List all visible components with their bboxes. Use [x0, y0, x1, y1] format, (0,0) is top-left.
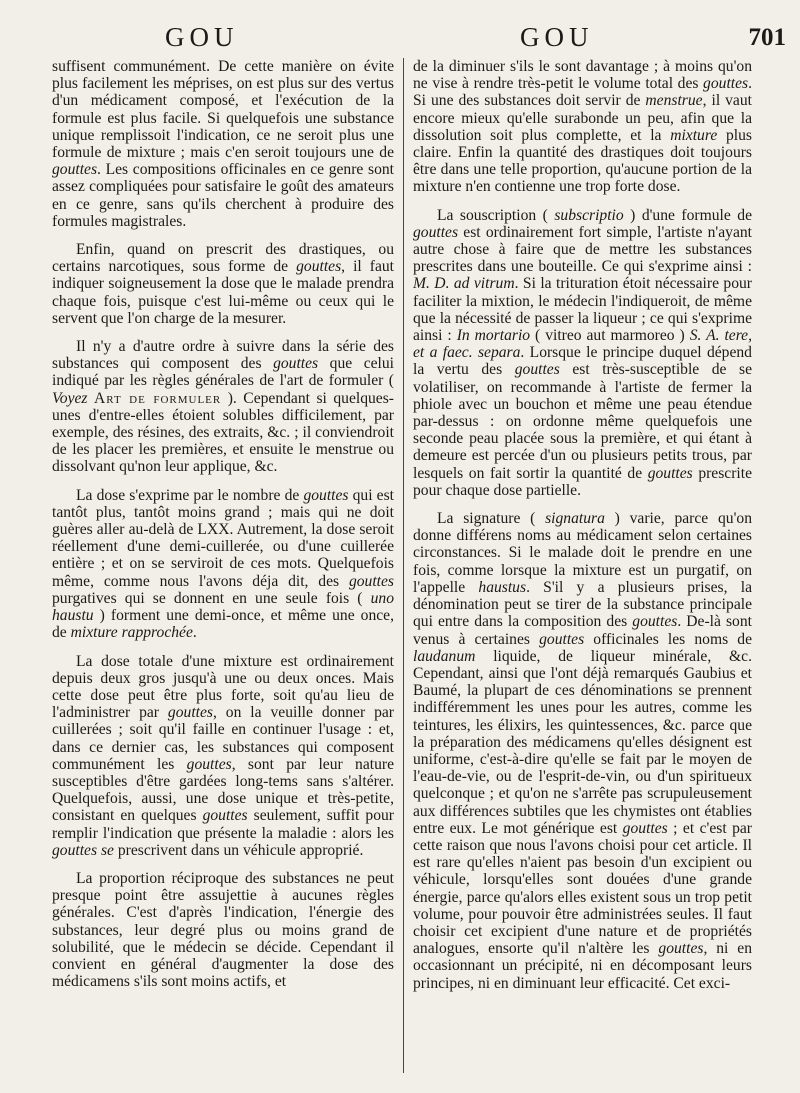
- text-run: La dose s'exprime par le nombre de: [76, 486, 304, 504]
- paragraph: [52, 870, 394, 990]
- text-run: seulement, suffit pour remplir l'indication que présente la maladie : alors les: [52, 807, 394, 842]
- paragraph: [52, 653, 394, 859]
- text-run: Art de formuler: [94, 389, 222, 407]
- italic-run: mixture: [670, 126, 718, 144]
- text-run: ) forment une demi-once, et même une once, de: [52, 607, 394, 642]
- italic-run: laudanum: [413, 647, 476, 665]
- text-run: La proportion réciproque des substances ne peut presque point être assujettie à aucunes règles générales. C'est d'après l'indication, l'énergie des substances, leur degré plus ou moins grand de solubilité, que le médecin se décide. Cependant il convient en général d'augmenter la dose des médicamens s'ils sont moins actifs, et: [52, 869, 394, 991]
- text-run: . Si la trituration étoit nécessaire pour faciliter la mixtion, le médecin l'indiqueroit, de même que la nécessité de passer la liqueur ; ce qui s'exprime ainsi :: [413, 275, 752, 345]
- text-run: , sont par leur nature susceptibles d'être gardées long-tems sans s'altérer. Quelquefois, aussi, une dose unique et très-petite, consistant en quelques: [52, 755, 394, 825]
- italic-run: gouttes: [647, 464, 693, 482]
- italic-run: gouttes: [52, 161, 98, 179]
- italic-run: Voyez: [52, 389, 88, 407]
- text-run: La dose totale d'une mixture est ordinairement depuis deux gros jusqu'à une ou deux onces. Mais cette dose peut être plus forte, soit qu'au lieu de l'administrer par: [52, 652, 394, 722]
- column-divider: [403, 58, 404, 1073]
- italic-run: se: [100, 841, 114, 859]
- italic-run: S. A. tere, et a faec. separa: [413, 327, 752, 362]
- italic-run: gouttes: [52, 841, 98, 859]
- text-run: . S'il y a plusieurs prises, la dénomination peut se tirer de la substance principale qui entre dans la composition des: [413, 578, 752, 631]
- text-run: est très-susceptible de se volatiliser, on recommande à l'artiste de fermer la phiole avec un bouchon et même une peau étendue par-dessus : on ordonne même quelquefois une seconde peau placée sous la première, et qui étant à demeure est percée d'un ou plusieurs petits trous, par lesquels on fait sortir la quantité de: [413, 361, 752, 482]
- italic-run: gouttes: [303, 486, 349, 504]
- text-run: La souscription (: [437, 206, 555, 224]
- paragraph: [52, 58, 394, 230]
- text-column-right: [413, 58, 752, 1081]
- italic-run: uno haustu: [52, 589, 394, 625]
- italic-run: subscriptio: [554, 206, 624, 224]
- italic-run: gouttes: [348, 572, 394, 590]
- text-run: ). Cependant si quelques-unes d'entre-elles étoient solubles difficilement, par exemple, des résines, des extraits, &c. ; il conviendroit de les placer les premières, et ensuite le menstrue ou dissolvant qu'non leur applique, &c.: [52, 389, 394, 476]
- text-run: ) d'une formule de: [623, 206, 752, 224]
- text-run: , il vaut encore mieux qu'elle surabonde un peu, afin que la dissolution soit plus complette, et la: [413, 92, 752, 144]
- text-run: qui est tantôt plus, tantôt moins grand ; mais qui ne doit guères aller au-delà de LXX. Autrement, la dose seroit réellement d'une demi-cuillerée, ou d'une cuillerée entière ; et on se serviroit de ces mots. Quelquefois même, comme nous l'avons déja dit, des: [52, 486, 394, 590]
- text-run: liquide, de liqueur minérale, &c. Cependant, ainsi que l'ont déjà remarqués Gaubius et Baumé, la plupart de ces dénominations se prennent indifféremment les unes pour les autres, comme les teintures, les élixirs, les quintessences, &c. parce que la préparation des médicamens qu'elles désignent est uniforme, c'est-à-dire qu'elle se fait par le moyen de l'eau-de-vie, ou de l'esprit-de-vin, ou d'un spiritueux quelconque ; et qu'on ne s'arrête pas scrupuleusement aux différences subtiles que les chymistes ont établies entre eux. Le mot générique est: [413, 647, 752, 837]
- text-run: La signature (: [437, 510, 546, 528]
- text-run: . Les compositions officinales en ce genre sont assez compliquées pour satisfaire le goût des amateurs en ce genre, sans qu'ils cherchent à produire des formules magistrales.: [52, 161, 394, 230]
- text-run: , il faut indiquer soigneusement la dose que le malade prendra chaque fois, puisque c'est lui-même ou ceux qui le servent que l'on charge de la mesurer.: [52, 258, 394, 327]
- italic-run: mixture rapprochée: [70, 624, 193, 642]
- italic-run: M. D. ad vitrum: [413, 275, 515, 293]
- italic-run: gouttes: [413, 223, 459, 241]
- text-run: . De-là sont venus à certaines: [413, 613, 752, 648]
- italic-run: gouttes: [539, 630, 585, 648]
- italic-run: gouttes: [658, 940, 704, 958]
- italic-run: signatura: [545, 510, 605, 528]
- italic-run: gouttes: [273, 355, 319, 373]
- italic-run: gouttes: [296, 258, 342, 276]
- text-run: purgatives qui se donnent en une seule fois (: [52, 589, 371, 607]
- paragraph: [413, 207, 752, 499]
- text-run: . Lorsque le principe duquel dépend la vertu des: [413, 344, 752, 379]
- text-run: . Si une des substances doit servir de: [413, 75, 752, 110]
- text-run: Enfin, quand on prescrit des drastiques, ou certains narcotiques, sous forme de: [52, 241, 394, 276]
- text-run: .: [192, 624, 197, 642]
- text-run: prescrivent dans un véhicule approprié.: [113, 841, 364, 859]
- italic-run: gouttes: [186, 755, 232, 773]
- running-head-right: GOU: [520, 22, 594, 52]
- text-run: , on la veuille donner par cuillerées ; soit qu'il faille en continuer l'usage : et, dans ce dernier cas, les substances qui composent communément les: [52, 704, 394, 773]
- text-run: suffisent communément. De cette manière on évite plus facilement les méprises, on est plus sur des vertus d'un médicament composé, et l'exécution de la formule est plus facile. Si quelquefois une substance unique remplissoit l'indication, ce ne seroit plus une formule de mixture ; mais c'en seroit toujours une de: [52, 58, 394, 162]
- paragraph: [52, 338, 394, 476]
- italic-run: gouttes: [622, 819, 668, 837]
- italic-run: gouttes: [703, 75, 749, 93]
- paragraph: [413, 58, 752, 196]
- paragraph: [52, 487, 394, 642]
- text-column-left: [52, 58, 394, 1081]
- text-run: prescrite pour chaque dose partielle.: [413, 464, 752, 499]
- text-run: de la diminuer s'ils le sont davantage ; à moins qu'on ne vise à rendre très-petit le volume total des: [413, 58, 752, 93]
- italic-run: haustus: [478, 578, 527, 596]
- italic-run: gouttes: [167, 704, 213, 722]
- text-run: officinales les noms de: [584, 630, 752, 648]
- italic-run: gouttes: [632, 613, 678, 631]
- running-header: [0, 22, 800, 56]
- text-run: est ordinairement fort simple, l'artiste n'ayant autre chose à faire que de mettre les substances prescrites dans une bouteille. Ce qui s'exprime ainsi :: [413, 223, 752, 276]
- italic-run: gouttes: [202, 807, 248, 825]
- text-run: ; et c'est par cette raison que nous l'avons choisi pour cet article. Il est rare qu'elles n'aient pas besoin d'un excipient ou véhicule, lorsqu'elles sont douées d'une grande énergie, parce qu'alors elles existent sous un trop petit volume, pour pouvoir être administrées seules. Il faut choisir cet excipient d'une nature et de propriétés analogues, ensorte qu'il n'altère les: [413, 819, 752, 958]
- italic-run: gouttes: [514, 361, 560, 379]
- running-head-left: GOU: [165, 22, 239, 52]
- paragraph: [413, 510, 752, 992]
- page-number: 701: [748, 24, 786, 51]
- text-run: que celui indiqué par les règles générales de l'art de formuler (: [52, 355, 394, 390]
- text-run: Il n'y a d'autre ordre à suivre dans la série des substances qui composent des: [52, 338, 394, 373]
- text-run: , ni en occasionnant un précipité, ni en décomposant leurs principes, ni en diminuant leur efficacité. Cet exci-: [413, 940, 752, 992]
- text-run: plus claire. Enfin la quantité des drastiques doit toujours être dans une telle proportion, qu'aucune portion de la mixture n'en contienne une trop forte dose.: [413, 126, 752, 196]
- text-run: ) varie, parce qu'on donne différens noms au médicament selon certaines circonstances. Si le malade doit le prendre en une fois, comme lorsque la mixture est un purgatif, on l'appelle: [413, 510, 752, 596]
- italic-run: menstrue: [645, 92, 703, 110]
- text-run: ( vitreo aut marmoreo ): [530, 327, 690, 345]
- paragraph: [52, 241, 394, 327]
- italic-run: In mortario: [456, 327, 531, 345]
